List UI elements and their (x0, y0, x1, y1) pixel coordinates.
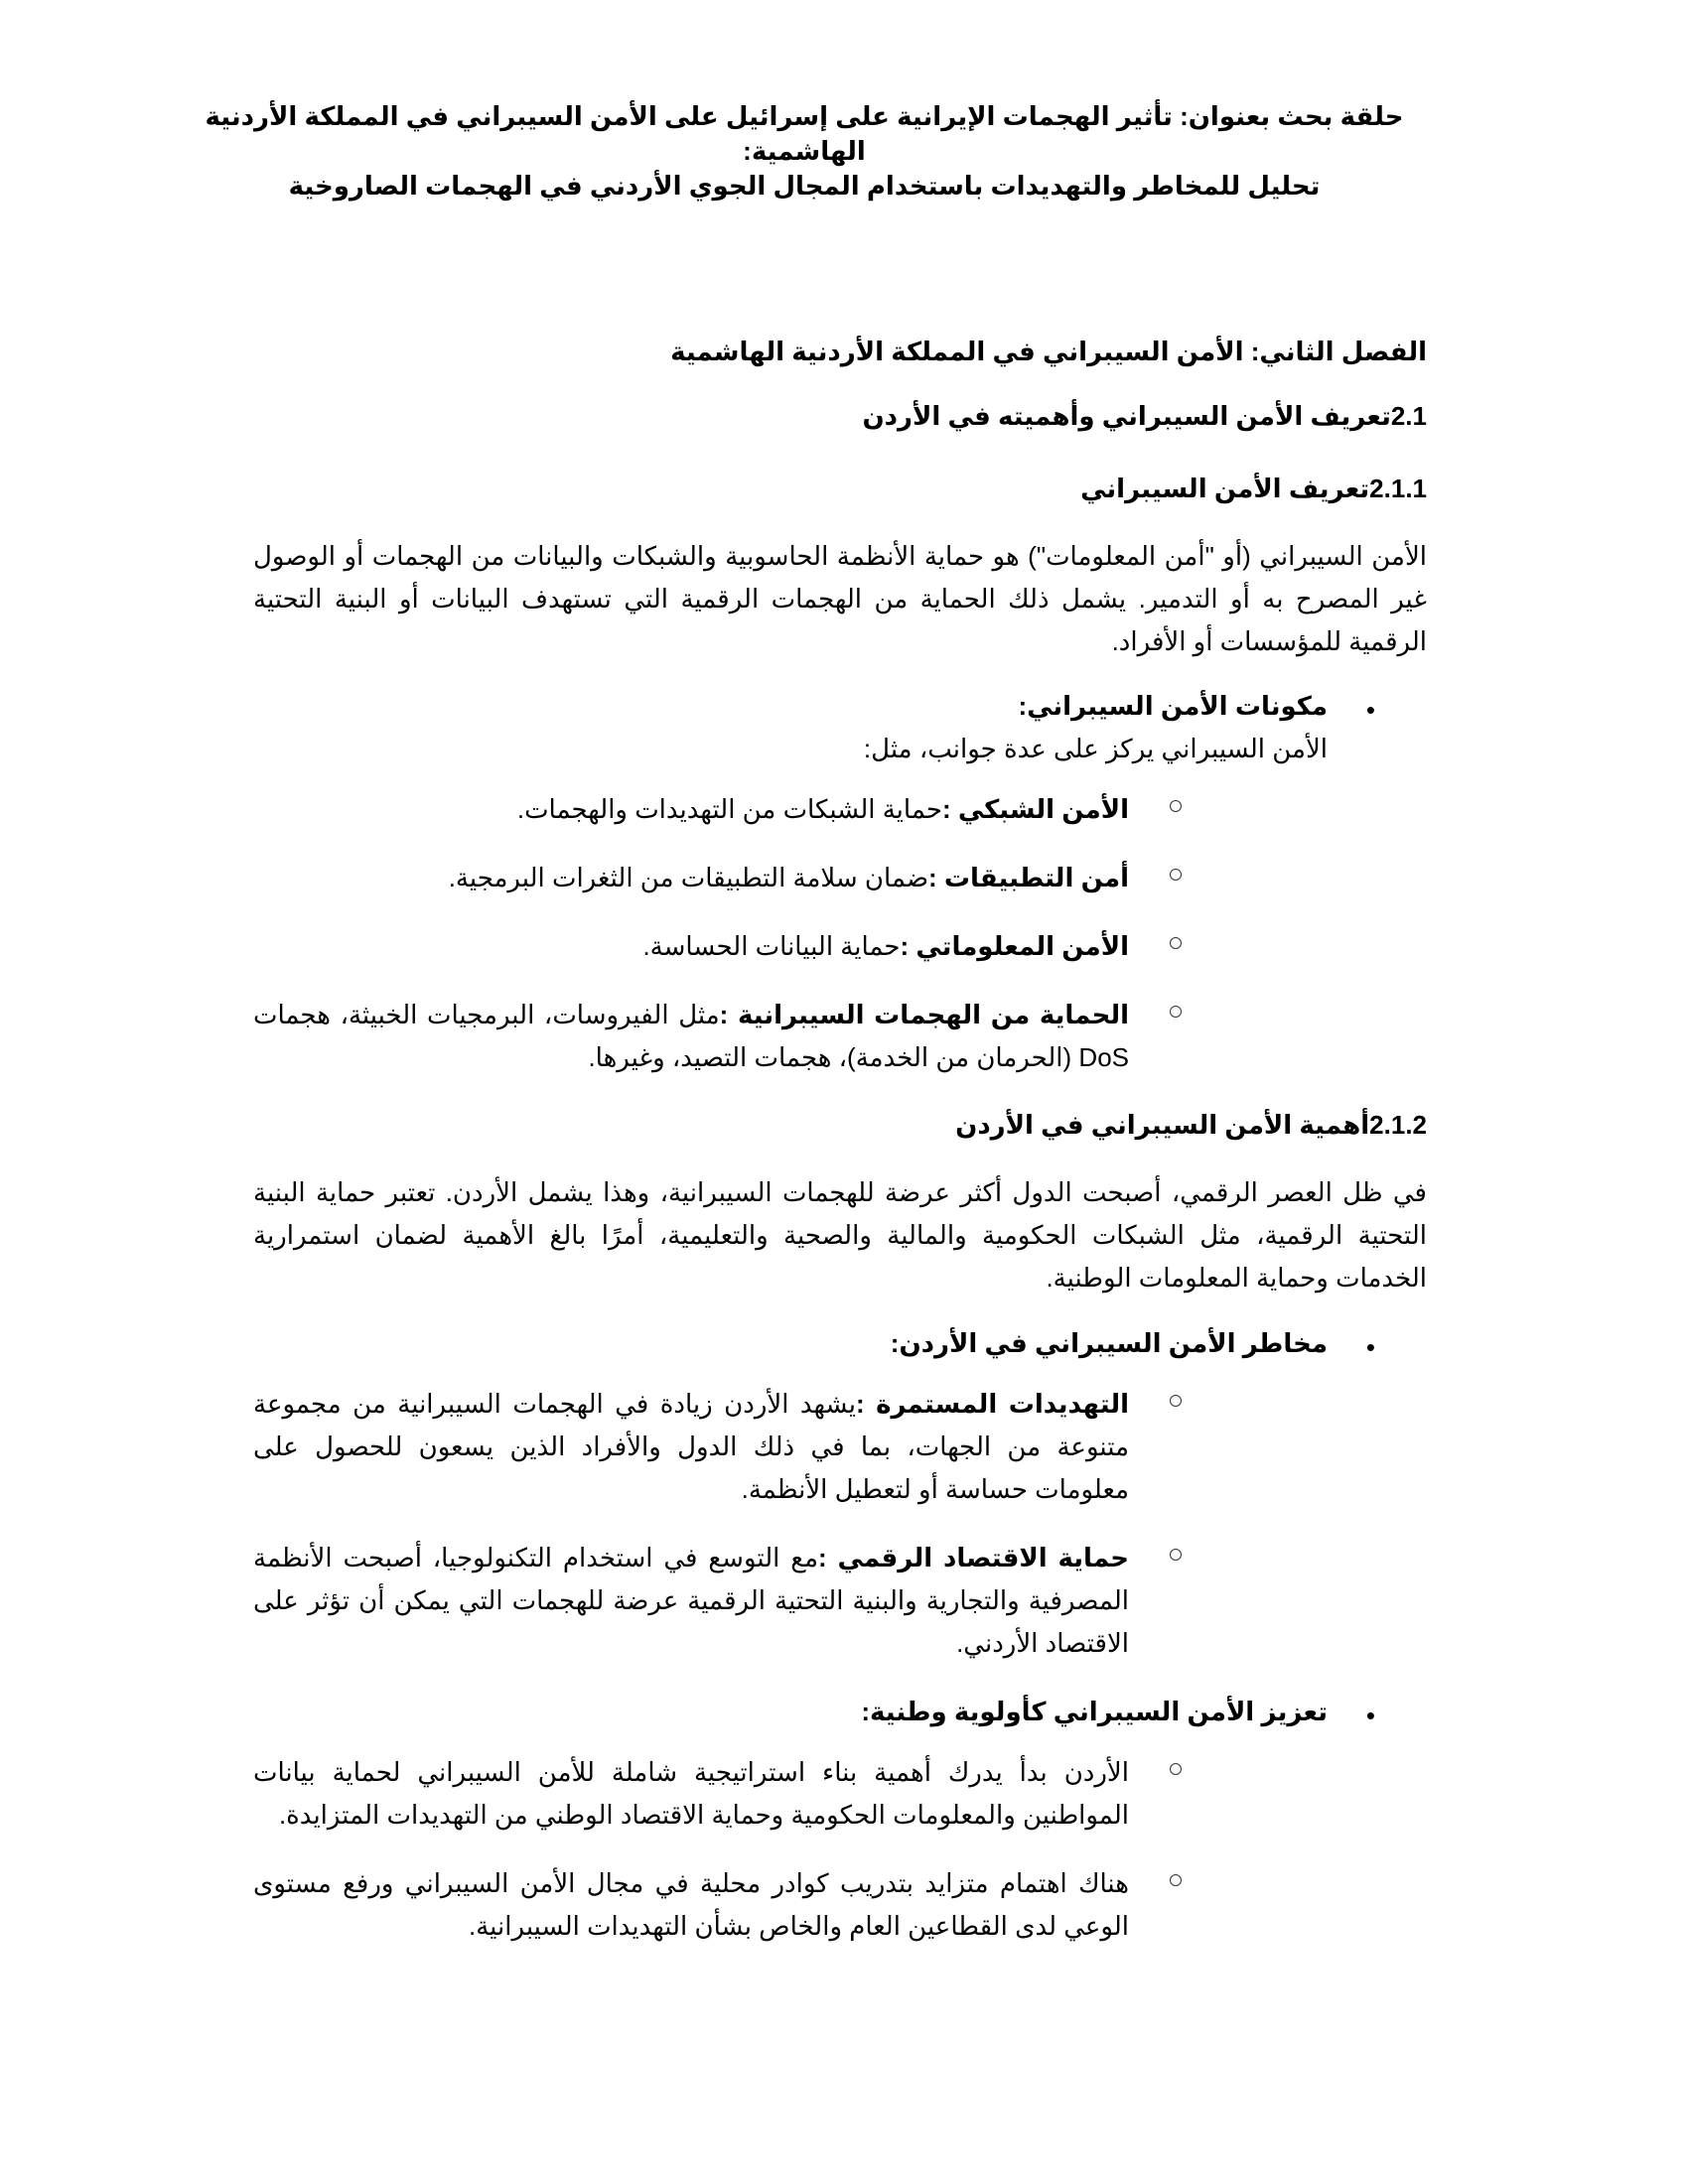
definition-paragraph: الأمن السيبراني (أو "أمن المعلومات") هو حماية الأنظمة الحاسوبية والشبكات والبيانات من الهجمات أو الوصول غير المصرح به أو التدمير. يشمل ذلك الحماية من الهجمات الرقمية التي تستهدف البيانات أو البنية التحتية الرقمية للمؤسسات أو الأفراد. (253, 541, 1427, 656)
section-2-1-1-heading: 2.1.1تعريف الأمن السيبراني (1080, 474, 1427, 503)
components-list (253, 788, 1328, 1079)
circle-bullet-icon (1170, 1006, 1182, 1018)
list-item (253, 857, 1328, 899)
header-line-1: حلقة بحث بعنوان: تأثير الهجمات الإيرانية على إسرائيل على الأمن السيبراني في المملكة الأردنية الهاشمية: (205, 101, 1404, 166)
bullet-risks (253, 1322, 1427, 1665)
item-bold-label: حماية الاقتصاد الرقمي : (818, 1543, 1129, 1572)
item-bold-label: التهديدات المستمرة : (855, 1389, 1129, 1419)
bullet-risks-title: مخاطر الأمن السيبراني في الأردن: (890, 1328, 1328, 1358)
bullet-dot-icon: • (1365, 1701, 1375, 1730)
circle-bullet-icon (1170, 937, 1182, 949)
bullet-dot-icon: • (1365, 1332, 1375, 1362)
item-text: ضمان سلامة التطبيقات من الثغرات البرمجية. (448, 863, 929, 892)
bullet-priority (253, 1691, 1427, 1948)
circle-bullet-icon (1170, 1395, 1182, 1407)
circle-bullet-icon (1170, 869, 1182, 881)
circle-bullet-icon (1170, 1874, 1182, 1886)
chapter-title: الفصل الثاني: الأمن السيبراني في المملكة الأردنية الهاشمية (670, 337, 1427, 366)
section-2-1-heading: 2.1تعريف الأمن السيبراني وأهميته في الأردن (862, 401, 1427, 431)
item-text: حماية البيانات الحساسة. (642, 931, 901, 961)
header-line-2: تحليل للمخاطر والتهديدات باستخدام المجال الجوي الأردني في الهجمات الصاروخية (288, 171, 1321, 201)
item-bold-label: أمن التطبيقات : (928, 863, 1129, 892)
item-bold-label: الأمن الشبكي : (941, 794, 1129, 824)
item-text: يشهد الأردن زيادة في الهجمات السيبرانية من مجموعة متنوعة من الجهات، بما في ذلك الدول والأفراد الذين يسعون للحصول على معلومات حساسة أو لتعطيل الأنظمة. (253, 1389, 1129, 1504)
list-item (253, 1862, 1328, 1948)
bullet-components-intro: الأمن السيبراني يركز على عدة جوانب، مثل: (863, 734, 1328, 763)
bullet-dot-icon: • (1365, 695, 1375, 725)
importance-paragraph: في ظل العصر الرقمي، أصبحت الدول أكثر عرضة للهجمات السيبرانية، وهذا يشمل الأردن. تعتبر حماية البنية التحتية الرقمية، مثل الشبكات الحكومية والمالية والصحية والتعليمية، أمرًا بالغ الأهمية لضمان استمرارية الخدمات وحماية المعلومات الوطنية. (253, 1177, 1427, 1293)
section-2-1-2-heading: 2.1.2أهمية الأمن السيبراني في الأردن (955, 1110, 1427, 1140)
item-text: مثل الفيروسات، البرمجيات الخبيثة، هجمات DoS (الحرمان من الخدمة)، هجمات التصيد، وغيرها. (253, 1000, 1129, 1072)
item-text: هناك اهتمام متزايد بتدريب كوادر محلية في مجال الأمن السيبراني ورفع مستوى الوعي لدى القطاعين العام والخاص بشأن التهديدات السيبرانية. (253, 1868, 1129, 1941)
priority-list (253, 1751, 1328, 1948)
list-item (253, 1751, 1328, 1837)
list-item (253, 788, 1328, 831)
bullet-priority-title: تعزيز الأمن السيبراني كأولوية وطنية: (861, 1697, 1328, 1726)
list-item (253, 1383, 1328, 1511)
bullet-components-title: مكونات الأمن السيبراني: (1018, 691, 1328, 721)
circle-bullet-icon (1170, 800, 1182, 812)
circle-bullet-icon (1170, 1549, 1182, 1561)
item-text: مع التوسع في استخدام التكنولوجيا، أصبحت الأنظمة المصرفية والتجارية والبنية التحتية الرقمية عرضة للهجمات التي يمكن أن تؤثر على الاقتصاد الأردني. (253, 1543, 1129, 1658)
item-text: حماية الشبكات من التهديدات والهجمات. (516, 794, 942, 824)
risks-list (253, 1383, 1328, 1665)
document-body (253, 332, 1427, 1974)
item-bold-label: الأمن المعلوماتي : (900, 931, 1129, 961)
bullet-components (253, 685, 1427, 1079)
document-header (199, 99, 1410, 204)
list-item (253, 1537, 1328, 1665)
list-item (253, 994, 1328, 1079)
item-text: الأردن بدأ يدرك أهمية بناء استراتيجية شاملة للأمن السيبراني لحماية بيانات المواطنين والمعلومات الحكومية وحماية الاقتصاد الوطني من التهديدات المتزايدة. (253, 1757, 1129, 1830)
list-item (253, 925, 1328, 968)
circle-bullet-icon (1170, 1763, 1182, 1775)
item-bold-label: الحماية من الهجمات السيبرانية : (719, 1000, 1129, 1029)
